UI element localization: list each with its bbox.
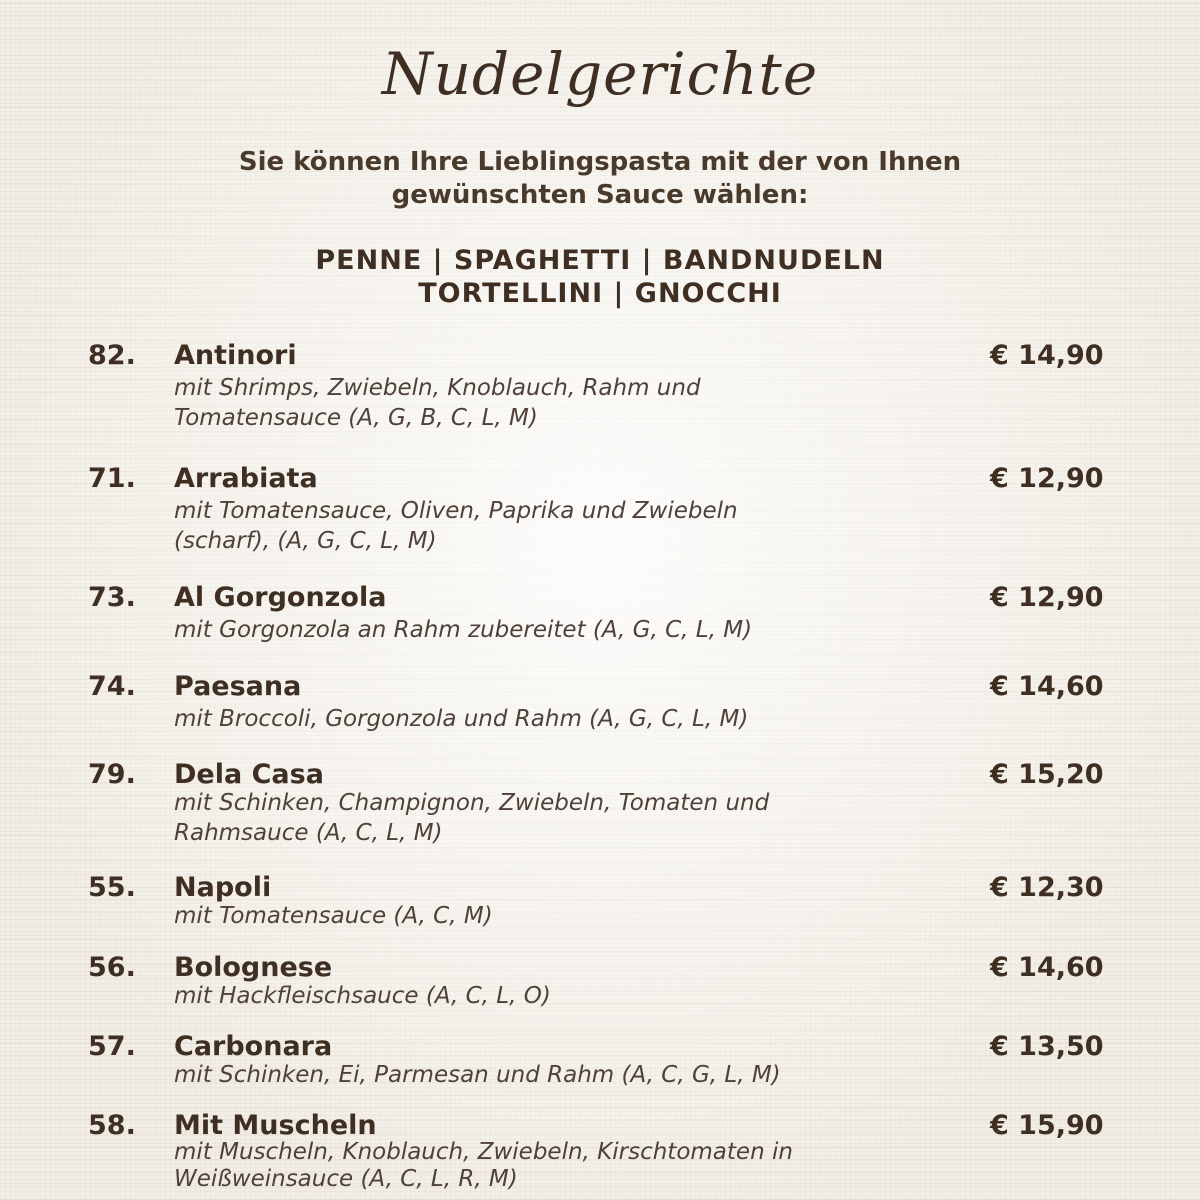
item-price: € 14,60 — [990, 952, 1104, 983]
item-description — [174, 373, 864, 433]
intro-line-1: Sie können Ihre Lieblingspasta mit der von Ihnen — [238, 147, 962, 177]
item-name: Dela Casa — [174, 759, 324, 790]
item-name: Al Gorgonzola — [174, 582, 387, 613]
item-number: 58. — [88, 1110, 136, 1141]
item-description-line-1: mit Shrimps, Zwiebeln, Knoblauch, Rahm und — [174, 375, 701, 401]
item-description-line-2: (scharf), (A, G, C, L, M) — [174, 528, 437, 554]
item-price: € 15,90 — [990, 1110, 1104, 1141]
item-description — [174, 615, 864, 645]
item-description — [174, 1139, 864, 1193]
item-number: 55. — [88, 872, 136, 903]
item-description — [174, 496, 864, 556]
intro-line-2: gewünschten Sauce wählen: — [391, 180, 809, 210]
item-price: € 14,60 — [990, 671, 1104, 702]
item-description-line-2: Tomatensauce (A, G, B, C, L, M) — [174, 405, 538, 431]
item-description-line-1: mit Broccoli, Gorgonzola und Rahm (A, G, C, L, M) — [174, 706, 749, 732]
item-name: Arrabiata — [174, 463, 318, 494]
item-price: € 14,90 — [990, 340, 1104, 371]
item-price: € 12,90 — [990, 582, 1104, 613]
item-name: Antinori — [174, 340, 297, 371]
item-description — [174, 981, 864, 1011]
item-description — [174, 901, 864, 931]
item-number: 73. — [88, 582, 136, 613]
intro-text — [0, 146, 1200, 212]
item-description — [174, 704, 864, 734]
item-description — [174, 1060, 864, 1090]
item-price: € 15,20 — [990, 759, 1104, 790]
item-description-line-1: mit Schinken, Ei, Parmesan und Rahm (A, C, G, L, M) — [174, 1062, 781, 1088]
pasta-types-line-1: PENNE | SPAGHETTI | BANDNUDELN — [315, 245, 885, 276]
item-description-line-1: mit Gorgonzola an Rahm zubereitet (A, G, C, L, M) — [174, 617, 753, 643]
pasta-types — [0, 244, 1200, 310]
item-number: 79. — [88, 759, 136, 790]
item-price: € 12,30 — [990, 872, 1104, 903]
pasta-types-line-2: TORTELLINI | GNOCCHI — [418, 278, 782, 309]
item-description-line-2: Rahmsauce (A, C, L, M) — [174, 820, 443, 846]
item-name: Carbonara — [174, 1031, 333, 1062]
item-price: € 12,90 — [990, 463, 1104, 494]
item-description-line-2: Weißweinsauce (A, C, L, R, M) — [174, 1166, 518, 1192]
item-number: 56. — [88, 952, 136, 983]
item-description-line-1: mit Muscheln, Knoblauch, Zwiebeln, Kirschtomaten in — [174, 1139, 793, 1165]
item-name: Paesana — [174, 671, 302, 702]
item-description-line-1: mit Hackfleischsauce (A, C, L, O) — [174, 983, 551, 1009]
item-description-line-1: mit Tomatensauce, Oliven, Paprika und Zwiebeln — [174, 498, 738, 524]
item-name: Bolognese — [174, 952, 333, 983]
item-description-line-1: mit Schinken, Champignon, Zwiebeln, Tomaten und — [174, 790, 770, 816]
item-name: Napoli — [174, 872, 272, 903]
item-description-line-1: mit Tomatensauce (A, C, M) — [174, 903, 493, 929]
item-price: € 13,50 — [990, 1031, 1104, 1062]
page-title: Nudelgerichte — [381, 40, 819, 108]
item-number: 57. — [88, 1031, 136, 1062]
item-description — [174, 788, 864, 848]
item-name: Mit Muscheln — [174, 1110, 377, 1141]
item-number: 71. — [88, 463, 136, 494]
item-number: 82. — [88, 340, 136, 371]
item-number: 74. — [88, 671, 136, 702]
